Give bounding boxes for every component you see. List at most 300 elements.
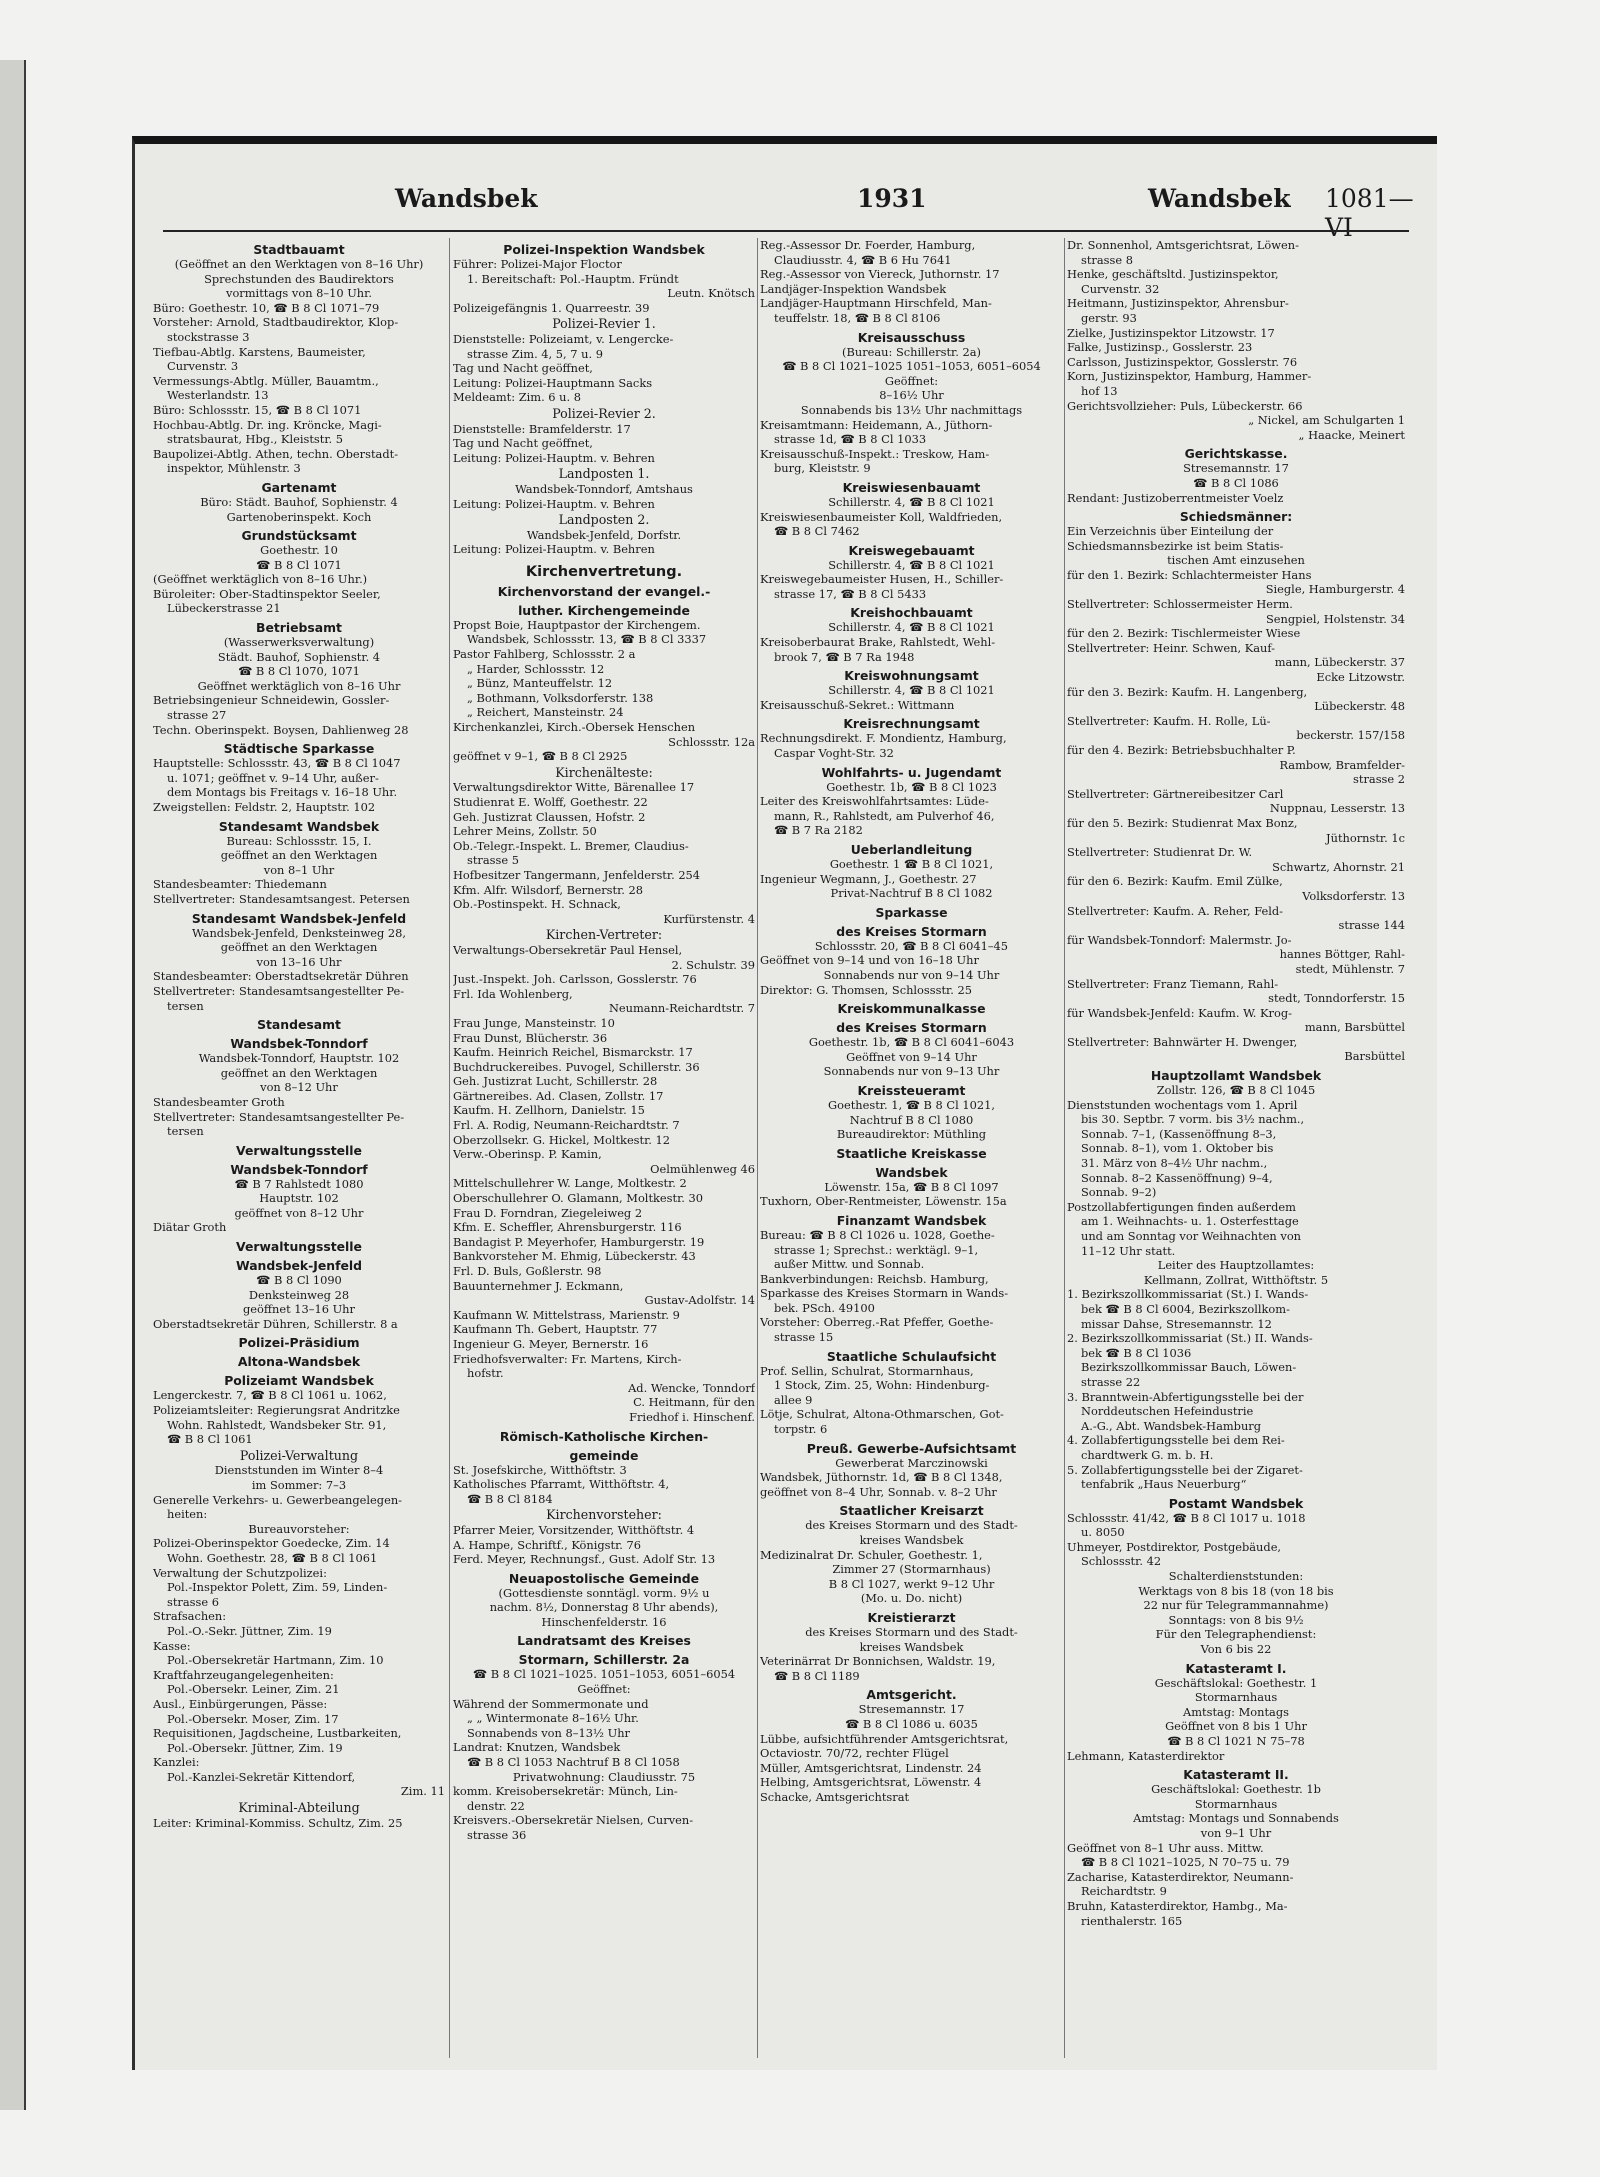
entry-line: inspektor, Mühlenstr. 3 — [167, 461, 301, 476]
entry-line: denstr. 22 — [467, 1798, 525, 1813]
entry-line: ☎ B 8 Cl 1070, 1071 — [238, 664, 360, 679]
entry-line: Kreiswiesenbaumeister Koll, Waldfrieden, — [760, 509, 1003, 524]
entry-line: Henke, geschäftsltd. Justizinspektor, — [1067, 267, 1279, 282]
entry-line: geöffnet von 8–12 Uhr — [234, 1205, 364, 1220]
entry-line: Polizei-Oberinspektor Goedecke, Zim. 14 — [153, 1536, 390, 1551]
entry-line: Polizeigefängnis 1. Quarreestr. 39 — [453, 300, 650, 315]
entry-line: Postzollabfertigungen finden außerdem — [1067, 1199, 1296, 1214]
entry-line: A.-G., Abt. Wandsbek-Hamburg — [1081, 1418, 1262, 1433]
entry-line: für den 6. Bezirk: Kaufm. Emil Zülke, — [1067, 874, 1283, 889]
section-heading: Standesamt Wandsbek-Jenfeld — [191, 910, 407, 926]
entry-line: Privat-Nachtruf B 8 Cl 1082 — [830, 886, 993, 901]
section-heading: Katasteramt II. — [1183, 1767, 1289, 1783]
section-heading: Amtsgericht. — [866, 1687, 957, 1703]
section-heading: Polizei-Präsidium — [238, 1335, 360, 1351]
entry-line: Diätar Groth — [153, 1220, 227, 1235]
entry-line: Pfarrer Meier, Vorsitzender, Witthöftstr. 4 — [453, 1522, 695, 1537]
entry-line: Stormarnhaus — [1194, 1690, 1278, 1705]
entry-line: Generelle Verkehrs- u. Gewerbeangelegen- — [153, 1492, 403, 1507]
entry-line: ☎ B 8 Cl 1090 — [256, 1273, 342, 1288]
entry-line: 8–16½ Uhr — [879, 388, 944, 403]
entry-line: kreises Wandsbek — [859, 1639, 964, 1654]
entry-line: „ Reichert, Mansteinstr. 24 — [467, 705, 624, 720]
entry-line: Werktags von 8 bis 18 (von 18 bis — [1138, 1583, 1334, 1598]
entry-line: geöffnet von 8–4 Uhr, Sonnab. v. 8–2 Uhr — [760, 1484, 997, 1499]
entry-line: bek ☎ B 8 Cl 1036 — [1081, 1345, 1192, 1360]
entry-line: Stellvertreter: Gärtnereibesitzer Carl — [1067, 786, 1284, 801]
entry-line: Wohn. Goethestr. 28, ☎ B 8 Cl 1061 — [167, 1550, 378, 1565]
entry-line: Geöffnet: — [884, 373, 939, 388]
entry-line: Lehrer Meins, Zollstr. 50 — [453, 824, 597, 839]
entry-line: Sonnab. 8–2 Kassenöffnung) 9–4, — [1081, 1170, 1273, 1185]
entry-line: Wandsbek-Jenfeld, Denksteinweg 28, — [191, 925, 407, 940]
entry-line: ☎ B 8 Cl 8184 — [467, 1491, 553, 1506]
entry-line: Frl. D. Buls, Goßlerstr. 98 — [453, 1264, 602, 1278]
entry-line: strasse 1d, ☎ B 8 Cl 1033 — [774, 432, 927, 447]
subsection-heading: Landposten 2. — [558, 512, 650, 528]
entry-line: „ Harder, Schlossstr. 12 — [467, 661, 605, 676]
entry-line: Norddeutschen Hefeindustrie — [1081, 1404, 1254, 1419]
entry-line: stedt, Mühlenstr. 7 — [1295, 961, 1405, 976]
entry-line: Leutn. Knötsch — [667, 286, 755, 301]
entry-line: Vorsteher: Oberreg.-Rat Pfeffer, Goethe- — [760, 1315, 994, 1330]
entry-line: Geöffnet von 8–1 Uhr auss. Mittw. — [1067, 1840, 1264, 1855]
column-2 — [453, 238, 755, 2058]
entry-line: ☎ B 8 Cl 1053 Nachtruf B 8 Cl 1058 — [467, 1755, 680, 1770]
entry-line: bis 30. Septbr. 7 vorm. bis 3½ nachm., — [1081, 1112, 1305, 1127]
section-heading: Stormarn, Schillerstr. 2a — [518, 1652, 690, 1668]
entry-line: Geöffnet von 9–14 Uhr — [846, 1049, 977, 1064]
column-3 — [760, 238, 1063, 2058]
entry-line: Frl. A. Rodig, Neumann-Reichardtstr. 7 — [453, 1118, 680, 1133]
column-divider — [757, 238, 758, 2058]
page-number: 1081—VI — [1325, 184, 1414, 242]
entry-line: bek. PSch. 49100 — [774, 1300, 875, 1315]
entry-line: Geöffnet werktäglich von 8–16 Uhr — [197, 678, 401, 693]
header-right-title: Wandsbek — [1148, 184, 1291, 213]
section-heading: Verwaltungsstelle — [236, 1142, 362, 1158]
entry-line: Lengerckestr. 7, ☎ B 8 Cl 1061 u. 1062, — [153, 1388, 387, 1403]
entry-line: Hauptstr. 102 — [259, 1191, 339, 1206]
entry-line: Friedhofsverwalter: Fr. Martens, Kirch- — [453, 1351, 682, 1366]
entry-line: (Geöffnet werktäglich von 8–16 Uhr.) — [153, 572, 368, 587]
entry-line: Kfm. Alfr. Wilsdorf, Bernerstr. 28 — [453, 882, 644, 897]
entry-line: Schillerstr. 4, ☎ B 8 Cl 1021 — [828, 557, 995, 572]
entry-line: beckerstr. 157/158 — [1296, 728, 1405, 743]
entry-line: Pol.-Obersekr. Leiner, Zim. 21 — [167, 1682, 340, 1697]
section-heading: Kreisausschuss — [857, 329, 966, 345]
entry-line: Goethestr. 10 — [260, 543, 338, 558]
entry-line: Westerlandstr. 13 — [167, 388, 269, 403]
entry-line: (Gottesdienste sonntägl. vorm. 9½ u — [498, 1585, 710, 1600]
entry-line: Korn, Justizinspektor, Hamburg, Hammer- — [1067, 369, 1312, 384]
entry-line: für den 1. Bezirk: Schlachtermeister Hans — [1067, 567, 1312, 582]
entry-line: Schillerstr. 4, ☎ B 8 Cl 1021 — [828, 620, 995, 635]
section-heading: Standesamt Wandsbek — [218, 818, 380, 834]
entry-line: Ingenieur G. Meyer, Bernerstr. 16 — [453, 1336, 649, 1351]
entry-line: Sonnabends nur von 9–13 Uhr — [823, 1064, 1000, 1079]
entry-line: Lübeckerstr. 48 — [1314, 699, 1405, 714]
entry-line: Stellvertreter: Studienrat Dr. W. — [1067, 845, 1253, 860]
entry-line: St. Josefskirche, Witthöftstr. 3 — [453, 1462, 627, 1477]
entry-line: kreises Wandsbek — [859, 1533, 964, 1547]
entry-line: Landjäger-Hauptmann Hirschfeld, Man- — [760, 296, 992, 311]
entry-line: Sonnab. 9–2) — [1081, 1185, 1157, 1200]
entry-line: Meldeamt: Zim. 6 u. 8 — [453, 390, 582, 405]
entry-line: Stellvertreter: Schlossermeister Herm. — [1067, 597, 1293, 612]
section-heading: gemeinde — [569, 1447, 639, 1463]
entry-line: Hochbau-Abtlg. Dr. ing. Kröncke, Magi- — [153, 417, 382, 432]
entry-line: Geh. Justizrat Claussen, Hofstr. 2 — [453, 809, 646, 824]
entry-line: Von 6 bis 22 — [1200, 1642, 1272, 1657]
entry-line: Privatwohnung: Claudiusstr. 75 — [512, 1769, 696, 1784]
entry-line: Stellvertreter: Bahnwärter H. Dwenger, — [1067, 1034, 1298, 1049]
entry-line: 3. Branntwein-Abfertigungsstelle bei der — [1067, 1389, 1304, 1404]
entry-line: Schiedsmannsbezirke ist beim Statis- — [1067, 538, 1284, 553]
entry-line: für den 3. Bezirk: Kaufm. H. Langenberg, — [1067, 684, 1308, 699]
entry-line: Müller, Amtsgerichtsrat, Lindenstr. 24 — [760, 1760, 982, 1775]
entry-line: Betriebsingenieur Schneidewin, Gossler- — [153, 693, 390, 708]
entry-line: Nachtruf B 8 Cl 1080 — [849, 1112, 974, 1127]
entry-line: geöffnet an den Werktagen — [220, 848, 378, 863]
subsection-heading: Polizei-Revier 2. — [552, 405, 656, 421]
entry-line: Ein Verzeichnis über Einteilung der — [1067, 524, 1274, 539]
entry-line: Wandsbek-Tonndorf, Amtshaus — [515, 481, 693, 496]
entry-line: Lübeckerstrasse 21 — [167, 601, 281, 616]
entry-line: Sonnab. 7–1, (Kassenöffnung 8–3, — [1081, 1126, 1277, 1141]
entry-line: „ Bünz, Manteuffelstr. 12 — [467, 676, 613, 691]
entry-line: strasse 15 — [774, 1330, 834, 1345]
entry-line: heiten: — [167, 1507, 208, 1522]
entry-line: Zweigstellen: Feldstr. 2, Hauptstr. 102 — [153, 800, 376, 814]
entry-line: Leitung: Polizei-Hauptm. v. Behren — [453, 496, 655, 511]
entry-line: Gerichtsvollzieher: Puls, Lübeckerstr. 66 — [1067, 398, 1303, 413]
entry-line: mann, Lübeckerstr. 37 — [1274, 655, 1405, 670]
entry-line: Geh. Justizrat Lucht, Schillerstr. 28 — [453, 1074, 658, 1089]
entry-line: Gustav-Adolfstr. 14 — [644, 1293, 755, 1308]
entry-line: für den 5. Bezirk: Studienrat Max Bonz, — [1067, 815, 1298, 830]
entry-line: Geöffnet von 9–14 und von 16–18 Uhr — [760, 953, 979, 968]
entry-line: Bureaudirektor: Müthling — [836, 1127, 987, 1142]
entry-line: Direktor: G. Thomsen, Schlossstr. 25 — [760, 982, 972, 997]
entry-line: Für den Telegraphendienst: — [1155, 1627, 1317, 1642]
entry-line: strasse 144 — [1338, 918, 1405, 933]
entry-line: strasse 36 — [467, 1828, 527, 1842]
entry-line: Lehmann, Katasterdirektor — [1067, 1748, 1225, 1763]
entry-line: Propst Boie, Hauptpastor der Kirchengem. — [453, 617, 701, 632]
entry-line: Amtstag: Montags und Sonnabends — [1133, 1811, 1339, 1826]
entry-line: am 1. Weihnachts- u. 1. Osterfesttage — [1081, 1214, 1299, 1229]
entry-line: Schacke, Amtsgerichtsrat — [760, 1789, 910, 1804]
entry-line: Bauunternehmer J. Eckmann, — [453, 1278, 624, 1293]
entry-line: Büro: Schlossstr. 15, ☎ B 8 Cl 1071 — [153, 402, 362, 417]
entry-line: Hinschenfelderstr. 16 — [541, 1614, 667, 1629]
entry-line: Heitmann, Justizinspektor, Ahrensbur- — [1067, 296, 1289, 311]
entry-line: „ Bothmann, Volksdorferstr. 138 — [467, 690, 654, 705]
entry-line: Uhmeyer, Postdirektor, Postgebäude, — [1067, 1539, 1282, 1554]
section-heading: Sparkasse — [875, 904, 948, 920]
header-rule — [163, 230, 1409, 232]
entry-line: Schlossstr. 41/42, ☎ B 8 Cl 1017 u. 1018 — [1067, 1510, 1306, 1525]
entry-line: strasse 8 — [1081, 252, 1133, 267]
entry-line: Standesbeamter Groth — [153, 1094, 285, 1109]
entry-line: Volksdorferstr. 13 — [1302, 888, 1405, 903]
section-heading: Ueberlandleitung — [850, 842, 973, 857]
entry-line: Stellvertreter: Standesamtsangestellter Pe- — [153, 983, 405, 998]
entry-line: Vorsteher: Arnold, Stadtbaudirektor, Klop- — [153, 315, 399, 330]
entry-line: vormittags von 8–10 Uhr. — [226, 286, 372, 301]
entry-line: Geschäftslokal: Goethestr. 1 — [1154, 1675, 1318, 1690]
subsection-heading: Kirchen-Vertreter: — [545, 927, 663, 943]
entry-line: Pol.-Kanzlei-Sekretär Kittendorf, — [167, 1769, 356, 1784]
entry-line: „ „ Wintermonate 8–16½ Uhr. — [467, 1711, 639, 1726]
entry-line: Gartenoberinspekt. Koch — [226, 509, 372, 524]
entry-line: Zimmer 27 (Stormarnhaus) — [832, 1562, 991, 1577]
entry-line: geöffnet v 9–1, ☎ B 8 Cl 2925 — [453, 749, 628, 764]
entry-line: und am Sonntag vor Weihnachten von — [1081, 1229, 1302, 1243]
entry-line: Rendant: Justizoberrentmeister Voelz — [1067, 490, 1284, 505]
entry-line: 1. Bereitschaft: Pol.-Hauptm. Fründt — [467, 271, 679, 286]
section-heading: Gerichtskasse. — [1184, 446, 1288, 462]
section-heading: Kirchenvertretung. — [525, 563, 683, 580]
entry-line: Kaufm. H. Zellhorn, Danielstr. 15 — [453, 1103, 645, 1118]
entry-line: Sonnab. 8–1), vom 1. Oktober bis — [1081, 1141, 1274, 1156]
entry-line: stockstrasse 3 — [167, 329, 250, 344]
entry-line: des Kreises Stormarn und des Stadt- — [805, 1624, 1018, 1639]
entry-line: ☎ B 7 Rahlstedt 1080 — [234, 1176, 364, 1191]
entry-line: Kfm. E. Scheffler, Ahrensburgerstr. 116 — [453, 1220, 682, 1235]
entry-line: Schillerstr. 4, ☎ B 8 Cl 1021 — [828, 494, 995, 509]
entry-line: u. 1071; geöffnet v. 9–14 Uhr, außer- — [167, 770, 379, 785]
section-heading: Römisch-Katholische Kirchen- — [499, 1428, 709, 1444]
entry-line: Carlsson, Justizinspektor, Gosslerstr. 76 — [1067, 354, 1298, 369]
entry-line: Verwaltungs-Obersekretär Paul Hensel, — [453, 942, 683, 957]
entry-line: Curvenstr. 3 — [167, 359, 239, 374]
entry-line: Bezirkszollkommissar Bauch, Löwen- — [1081, 1360, 1297, 1375]
entry-line: C. Heitmann, für den — [633, 1395, 755, 1410]
entry-line: teuffelstr. 18, ☎ B 8 Cl 8106 — [774, 310, 941, 325]
entry-line: von 9–1 Uhr — [1200, 1825, 1272, 1840]
entry-line: Pol.-Obersekr. Moser, Zim. 17 — [167, 1711, 339, 1726]
entry-line: Frau Dunst, Blücherstr. 36 — [453, 1030, 608, 1045]
entry-line: Oberzollsekr. G. Hickel, Moltkestr. 12 — [453, 1132, 671, 1147]
entry-line: 4. Zollabfertigungsstelle bei dem Rei- — [1067, 1433, 1285, 1448]
section-heading: Kreiskommunalkasse — [837, 1001, 986, 1017]
entry-line: für den 4. Bezirk: Betriebsbuchhalter P. — [1067, 743, 1296, 757]
entry-line: Landrat: Knutzen, Wandsbek — [453, 1740, 621, 1755]
entry-line: Goethestr. 1 ☎ B 8 Cl 1021, — [829, 857, 994, 871]
entry-line: Goethestr. 1b, ☎ B 8 Cl 1023 — [826, 779, 997, 794]
section-heading: Polizeiamt Wandsbek — [224, 1373, 374, 1389]
entry-line: „ Haacke, Meinert — [1298, 427, 1405, 442]
entry-line: allee 9 — [774, 1392, 813, 1407]
entry-line: hannes Böttger, Rahl- — [1279, 947, 1405, 962]
column-divider — [449, 238, 450, 2058]
entry-line: hofstr. — [467, 1366, 504, 1381]
section-heading: Kreistierarzt — [867, 1609, 956, 1625]
entry-line: strasse Zim. 4, 5, 7 u. 9 — [467, 346, 603, 361]
entry-line: Helbing, Amtsgerichtsrat, Löwenstr. 4 — [760, 1775, 982, 1790]
entry-line: dem Montags bis Freitags v. 16–18 Uhr. — [167, 785, 398, 800]
entry-line: strasse 2 — [1353, 772, 1405, 787]
entry-line: Friedhof i. Hinschenf. — [629, 1409, 755, 1424]
entry-line: Stellvertreter: Standesamtsangestellter Pe- — [153, 1109, 405, 1124]
section-heading: Kreiswiesenbauamt — [842, 479, 981, 495]
entry-line: Tuxhorn, Ober-Rentmeister, Löwenstr. 15a — [760, 1194, 1007, 1209]
entry-line: Wandsbek-Jenfeld, Dorfstr. — [526, 527, 682, 542]
page-header — [135, 184, 1437, 242]
entry-line: Dienststelle: Polizeiamt, v. Lengercke- — [453, 331, 674, 346]
entry-line: ☎ B 8 Cl 1086 — [1193, 475, 1279, 490]
entry-line: Curvenstr. 32 — [1081, 281, 1160, 296]
entry-line: Kurfürstenstr. 4 — [663, 911, 755, 926]
entry-line: Siegle, Hamburgerstr. 4 — [1265, 582, 1405, 597]
entry-line: Führer: Polizei-Major Floctor — [453, 257, 622, 271]
entry-line: mann, R., Rahlstedt, am Pulverhof 46, — [774, 808, 995, 823]
entry-line: mann, Barsbüttel — [1304, 1020, 1405, 1035]
entry-line: Gärtnereibes. Ad. Clasen, Zollstr. 17 — [453, 1088, 664, 1103]
entry-line: Reg.-Assessor von Viereck, Juthornstr. 17 — [760, 267, 1000, 282]
section-heading: Staatliche Schulaufsicht — [826, 1348, 997, 1364]
entry-line: Sonnabends von 8–13½ Uhr — [467, 1725, 630, 1740]
entry-line: chardtwerk G. m. b. H. — [1081, 1447, 1214, 1462]
entry-line: Kreisoberbaurat Brake, Rahlstedt, Wehl- — [760, 635, 996, 650]
entry-line: Büro: Städt. Bauhof, Sophienstr. 4 — [200, 494, 398, 509]
section-heading: des Kreises Stormarn — [836, 923, 987, 939]
entry-line: Kreisausschuß-Inspekt.: Treskow, Ham- — [760, 446, 990, 461]
section-heading: Preuß. Gewerbe-Aufsichtsamt — [806, 1440, 1017, 1456]
section-heading: Betriebsamt — [256, 620, 342, 636]
entry-line: B 8 Cl 1027, werkt 9–12 Uhr — [828, 1576, 995, 1591]
entry-line: Lübbe, aufsichtführender Amtsgerichtsrat, — [760, 1731, 1009, 1746]
entry-line: rienthalerstr. 165 — [1081, 1913, 1183, 1928]
section-heading: Katasteramt I. — [1185, 1660, 1287, 1676]
section-heading: luther. Kirchengemeinde — [518, 602, 690, 618]
entry-line: geöffnet an den Werktagen — [220, 940, 378, 955]
entry-line: tischen Amt einzusehen — [1167, 553, 1305, 568]
entry-line: Pol.-Inspektor Polett, Zim. 59, Linden- — [167, 1580, 388, 1595]
entry-line: ☎ B 8 Cl 1021 N 75–78 — [1167, 1734, 1305, 1748]
entry-line: Leitung: Polizei-Hauptm. v. Behren — [453, 542, 655, 557]
entry-line: Barsbüttel — [1344, 1049, 1405, 1064]
entry-line: Ad. Wencke, Tonndorf — [628, 1380, 755, 1395]
subsection-heading: Polizei-Revier 1. — [552, 316, 656, 332]
entry-line: (Mo. u. Do. nicht) — [860, 1591, 963, 1606]
entry-line: ☎ B 8 Cl 1021–1025. 1051–1053, 6051–6054 — [472, 1667, 736, 1682]
entry-line: A. Hampe, Schriftf., Königstr. 76 — [453, 1537, 642, 1552]
entry-line: Kanzlei: — [153, 1755, 200, 1770]
entry-line: Bureau: Schlossstr. 15, I. — [226, 833, 372, 848]
entry-line: im Sommer: 7–3 — [251, 1478, 347, 1492]
entry-line: ☎ B 8 Cl 1021–1025 1051–1053, 6051–6054 — [782, 359, 1041, 374]
entry-line: Veterinärrat Dr Bonnichsen, Waldstr. 19, — [760, 1654, 996, 1669]
entry-line: Sonnabends nur von 9–14 Uhr — [823, 967, 1000, 982]
entry-line: Techn. Oberinspekt. Boysen, Dahlienweg 28 — [153, 722, 409, 737]
entry-line: Wandsbek, Schlossstr. 13, ☎ B 8 Cl 3337 — [467, 632, 707, 647]
entry-line: Schalterdienststunden: — [1168, 1569, 1304, 1584]
entry-line: Polizeiamtsleiter: Regierungsrat Andritzke — [153, 1403, 400, 1418]
entry-line: Dienststunden im Winter 8–4 — [214, 1463, 384, 1478]
entry-line: 5. Zollabfertigungsstelle bei der Zigaret- — [1067, 1462, 1303, 1477]
entry-line: strasse 22 — [1081, 1374, 1141, 1389]
entry-line: Büro: Goethestr. 10, ☎ B 8 Cl 1071–79 — [153, 300, 380, 315]
subsection-heading: Kirchenälteste: — [555, 764, 653, 780]
section-heading: Wohlfahrts- u. Jugendamt — [821, 764, 1002, 780]
entry-line: Nuppnau, Lesserstr. 13 — [1269, 801, 1405, 816]
entry-line: Goethestr. 1b, ☎ B 8 Cl 6041–6043 — [808, 1035, 1015, 1050]
entry-line: Ausl., Einbürgerungen, Pässe: — [153, 1696, 328, 1711]
entry-line: ☎ B 8 Cl 1021–1025, N 70–75 u. 79 — [1081, 1855, 1290, 1870]
section-heading: Polizei-Inspektion Wandsbek — [503, 242, 705, 257]
entry-line: für Wandsbek-Jenfeld: Kaufm. W. Krog- — [1067, 1005, 1292, 1020]
subsection-heading: Kirchenvorsteher: — [546, 1507, 662, 1523]
entry-line: von 8–12 Uhr — [260, 1080, 338, 1095]
entry-line: Sonnabends bis 13½ Uhr nachmittags — [800, 402, 1023, 417]
entry-line: ☎ B 8 Cl 7462 — [774, 524, 860, 539]
entry-line: (Geöffnet an den Werktagen von 8–16 Uhr) — [174, 257, 424, 271]
entry-line: Schlossstr. 42 — [1081, 1554, 1162, 1569]
entry-line: 2. Bezirkszollkommissariat (St.) II. Wands- — [1067, 1331, 1313, 1346]
entry-line: torpstr. 6 — [774, 1422, 828, 1437]
entry-line: von 13–16 Uhr — [256, 954, 342, 969]
entry-line: Medizinalrat Dr. Schuler, Goethestr. 1, — [760, 1547, 983, 1562]
entry-line: Kaufmann Th. Gebert, Hauptstr. 77 — [453, 1322, 658, 1337]
entry-line: komm. Kreisobersekretär: Münch, Lin- — [453, 1784, 678, 1799]
entry-line: Oelmühlenweg 46 — [650, 1161, 755, 1176]
entry-line: Bandagist P. Meyerhofer, Hamburgerstr. 19 — [453, 1234, 705, 1249]
section-heading: Stadtbauamt — [253, 242, 345, 257]
entry-line: 11–12 Uhr statt. — [1081, 1243, 1176, 1258]
entry-line: Verwaltungsdirektor Witte, Bärenallee 17 — [453, 780, 695, 795]
section-heading: Altona-Wandsbek — [237, 1354, 361, 1370]
entry-line: ☎ B 8 Cl 1086 u. 6035 — [845, 1716, 978, 1731]
entry-line: Hofbesitzer Tangermann, Jenfelderstr. 254 — [453, 867, 701, 882]
entry-line: Sonntags: von 8 bis 9½ — [1168, 1612, 1304, 1627]
entry-line: Ob.-Postinspekt. H. Schnack, — [453, 897, 621, 912]
section-heading: Standesamt — [257, 1017, 341, 1033]
section-heading: Kreishochbauamt — [850, 605, 973, 621]
entry-line: tersen — [167, 998, 204, 1013]
entry-line: Wandsbek, Jüthornstr. 1d, ☎ B 8 Cl 1348, — [760, 1470, 1003, 1485]
entry-line: Stellvertreter: Franz Tiemann, Rahl- — [1067, 976, 1279, 991]
entry-line: Leiter des Hauptzollamtes: — [1157, 1258, 1315, 1273]
entry-line: Katholisches Pfarramt, Witthöftstr. 4, — [453, 1477, 670, 1492]
entry-line: Bureauvorsteher: — [248, 1521, 350, 1536]
entry-line: (Bureau: Schillerstr. 2a) — [842, 344, 981, 359]
entry-line: „ Nickel, am Schulgarten 1 — [1248, 413, 1405, 428]
entry-line: Ecke Litzowstr. — [1316, 670, 1405, 685]
entry-line: (Wasserwerksverwaltung) — [223, 635, 375, 650]
entry-line: 1 Stock, Zim. 25, Wohn: Hindenburg- — [774, 1378, 990, 1393]
entry-line: Kreisausschuß-Sekret.: Wittmann — [760, 697, 955, 712]
entry-line: Kraftfahrzeugangelegenheiten: — [153, 1667, 334, 1682]
entry-line: Bruhn, Katasterdirektor, Hambg., Ma- — [1067, 1898, 1288, 1913]
header-year: 1931 — [857, 184, 927, 213]
entry-line: Büroleiter: Ober-Stadtinspektor Seeler, — [153, 586, 381, 601]
section-heading: Grundstücksamt — [241, 528, 357, 544]
section-heading: Kreiswegebauamt — [848, 542, 975, 558]
entry-line: Strafsachen: — [153, 1609, 227, 1624]
entry-line: Sprechstunden des Baudirektors — [204, 271, 394, 286]
entry-line: Stellvertreter: Heinr. Schwen, Kauf- — [1067, 640, 1275, 655]
entry-line: für Wandsbek-Tonndorf: Malermstr. Jo- — [1067, 932, 1292, 947]
entry-line: missar Dahse, Stresemannstr. 12 — [1081, 1316, 1272, 1331]
entry-line: strasse 17, ☎ B 8 Cl 5433 — [774, 586, 927, 601]
section-heading: Schiedsmänner: — [1179, 509, 1293, 525]
section-heading: Finanzamt Wandsbek — [836, 1212, 987, 1228]
entry-line: Wohn. Rahlstedt, Wandsbeker Str. 91, — [167, 1417, 387, 1432]
entry-line: Dr. Sonnenhol, Amtsgerichtsrat, Löwen- — [1067, 238, 1299, 252]
